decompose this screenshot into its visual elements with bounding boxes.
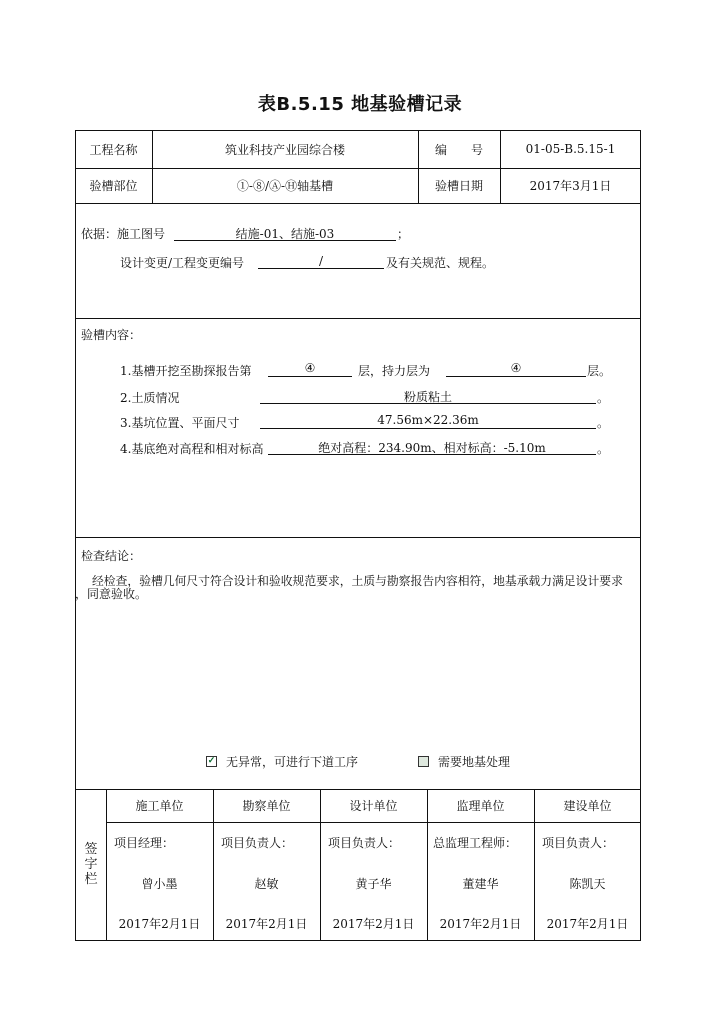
signer-supervision: 董建华 [462, 876, 499, 891]
row-divider [75, 318, 641, 319]
row-divider [75, 203, 641, 204]
role-design: 项目负责人： [328, 836, 401, 850]
pit-dimensions: 47.56m×22.36m [377, 413, 479, 427]
period: 。 [597, 391, 610, 405]
item1-label: 1.基槽开挖至勘探报告第 [120, 364, 252, 378]
sign-date-survey: 2017年2月1日 [225, 916, 308, 931]
sign-date-design: 2017年2月1日 [332, 916, 415, 931]
role-construction: 项目经理： [114, 836, 175, 850]
soil-condition: 粉质粘土 [403, 390, 452, 404]
project-name-value: 筑业科技产业园综合楼 [224, 142, 345, 157]
basis-separator: ； [397, 227, 410, 241]
unit-supervision: 监理单位 [456, 799, 505, 813]
row-divider [75, 537, 641, 538]
underline [260, 428, 596, 429]
role-supervision: 总监理工程师： [433, 836, 518, 850]
underline [268, 376, 352, 377]
unit-construction: 施工单位 [135, 799, 184, 813]
option-foundation-treatment-label: 需要地基处理 [438, 755, 511, 769]
unit-design: 设计单位 [349, 799, 398, 813]
side-char: 签 [84, 842, 98, 857]
side-char: 栏 [84, 872, 98, 887]
role-survey: 项目负责人： [221, 836, 294, 850]
sign-date-owner: 2017年2月1日 [546, 916, 629, 931]
signer-survey: 赵敏 [254, 876, 279, 891]
item1-mid: 层，持力层为 [358, 364, 431, 378]
drawing-number: 结施-01、结施-03 [235, 227, 335, 241]
conclusion-heading: 检查结论： [81, 549, 142, 563]
basis-tail: 及有关规范、规程。 [386, 256, 495, 270]
signer-construction: 曾小墨 [141, 876, 178, 891]
date-value: 2017年3月1日 [529, 179, 612, 193]
change-label: 设计变更/工程变更编号 [120, 256, 245, 270]
change-number: / [318, 254, 324, 268]
location-label: 验槽部位 [89, 179, 138, 193]
unit-survey: 勘察单位 [242, 799, 291, 813]
unit-owner: 建设单位 [563, 799, 612, 813]
underline [446, 376, 586, 377]
period: 。 [597, 416, 610, 430]
page-title: 表B.5.15 地基验槽记录 [257, 94, 463, 115]
date-label: 验槽日期 [434, 179, 483, 193]
period: 。 [597, 442, 610, 456]
content-heading: 验槽内容： [81, 328, 142, 342]
sign-date-supervision: 2017年2月1日 [439, 916, 522, 931]
signer-design: 黄子华 [355, 876, 392, 891]
conclusion-text-cont: ，同意验收。 [75, 587, 148, 601]
signature-side-label [84, 842, 98, 887]
number-value: 01-05-B.5.15-1 [525, 142, 616, 156]
sign-date-construction: 2017年2月1日 [118, 916, 201, 931]
conclusion-text: 经检查，验槽几何尺寸符合设计和验收规范要求，土质与勘察报告内容相符，地基承载力满足设计要求 [92, 574, 623, 588]
row-divider [106, 822, 641, 823]
checkbox-no-anomaly[interactable]: ✓ [207, 756, 216, 766]
item3-label: 3.基坑位置、平面尺寸 [120, 416, 240, 430]
side-char: 字 [84, 857, 98, 872]
item4-label: 4.基底绝对高程和相对标高 [120, 442, 264, 456]
item1-tail: 层。 [587, 364, 612, 378]
option-no-anomaly-label: 无异常，可进行下道工序 [226, 755, 359, 769]
project-name-label: 工程名称 [89, 142, 138, 157]
base-elevation: 绝对高程：234.90m、相对标高：-5.10m [318, 441, 546, 455]
location-value: ①-⑧/Ⓐ-Ⓗ轴基槽 [236, 179, 334, 193]
number-label: 编 号 [434, 142, 483, 157]
role-owner: 项目负责人： [542, 836, 615, 850]
signer-owner: 陈凯天 [569, 876, 606, 891]
item1-bearing-layer: ④ [510, 361, 522, 375]
item2-label: 2.土质情况 [120, 391, 180, 405]
basis-label: 依据：施工图号 [81, 227, 166, 241]
item1-layer: ④ [304, 361, 316, 375]
checkbox-foundation-treatment[interactable] [418, 756, 429, 767]
underline [258, 268, 384, 269]
